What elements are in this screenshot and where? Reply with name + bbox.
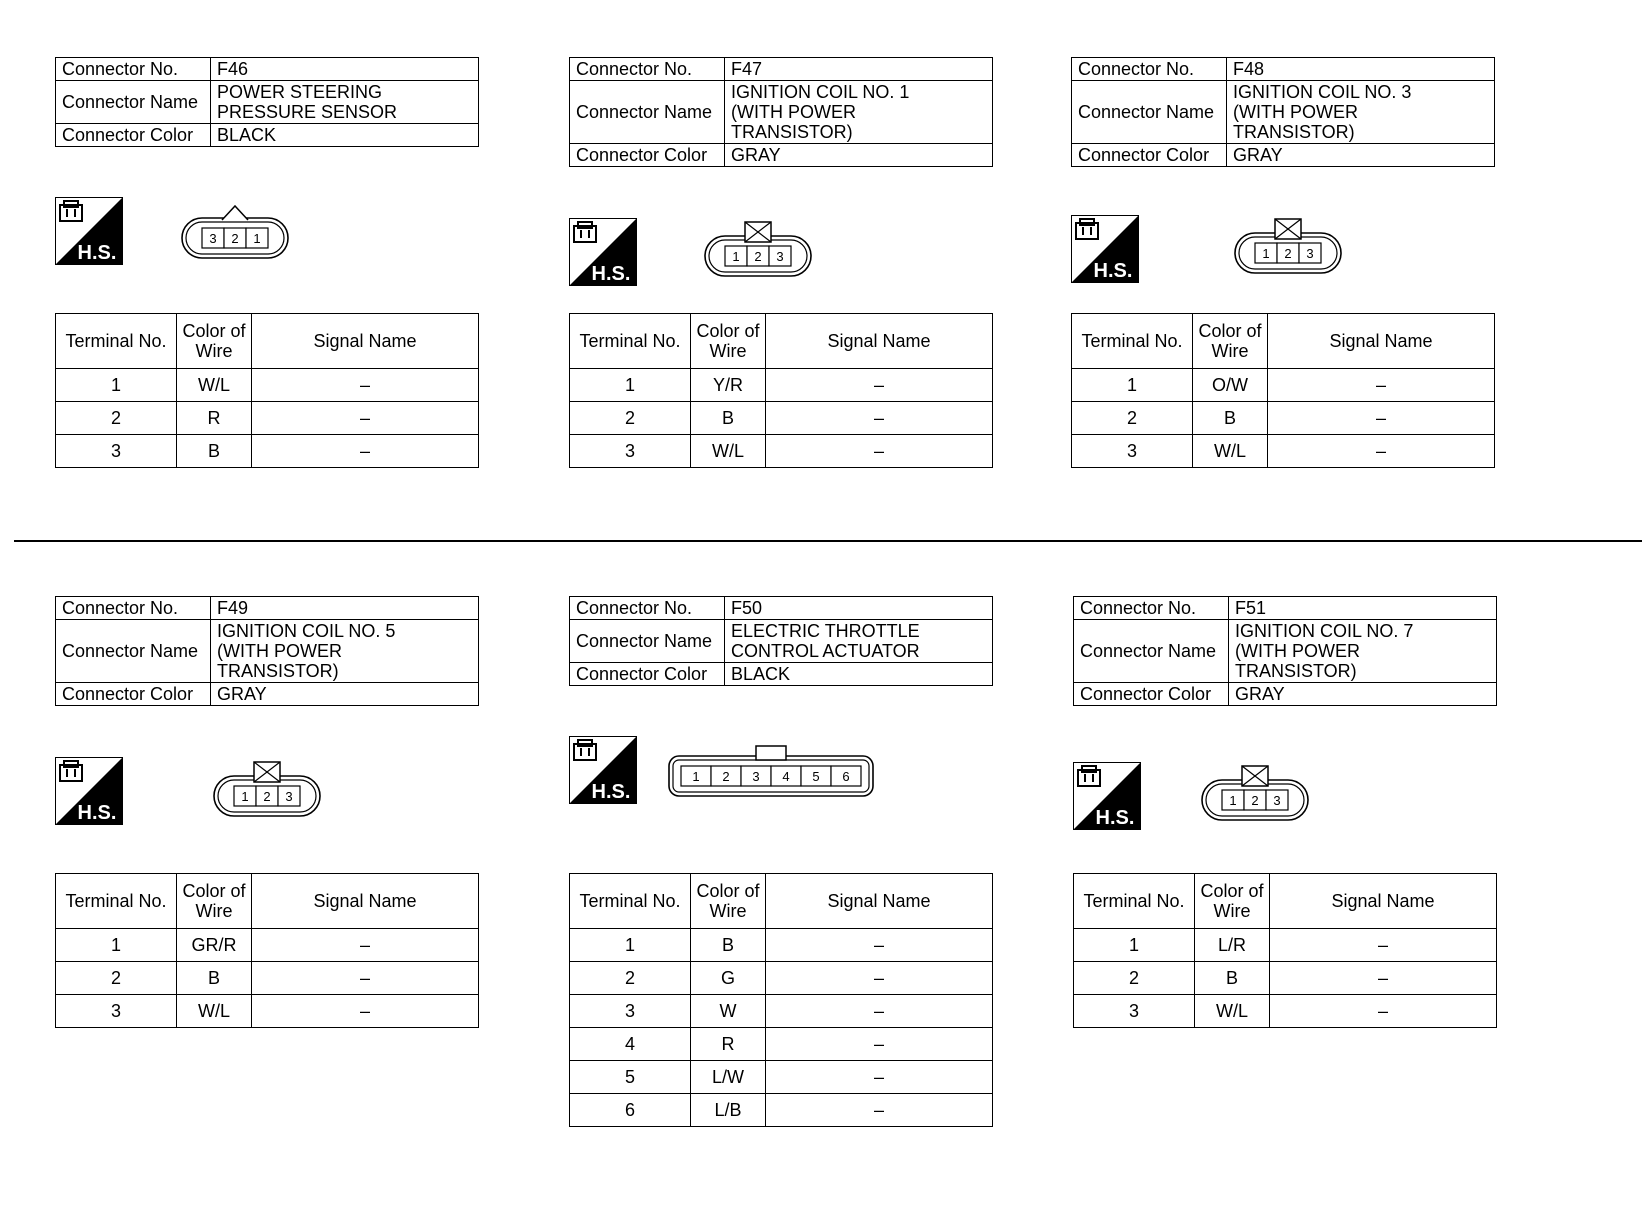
terminal-table — [569, 313, 993, 468]
hs-badge-label: H.S. — [1093, 260, 1133, 282]
signal-name-cell: – — [252, 962, 479, 995]
signal-name-cell: – — [766, 402, 993, 435]
connector-color-row — [570, 144, 993, 167]
signal-name-cell: – — [766, 962, 993, 995]
table-row — [570, 929, 993, 962]
wire-color-header: Color of Wire — [177, 874, 252, 929]
terminal-table — [569, 873, 993, 1127]
connector-number-row — [56, 58, 479, 81]
terminal-no-cell: 1 — [570, 929, 691, 962]
terminal-table — [1071, 313, 1495, 468]
connector-name-value: IGNITION COIL NO. 3 (WITH POWER TRANSISTOR) — [1227, 81, 1495, 144]
connector-info-table — [55, 57, 479, 147]
connector-name-row — [570, 620, 993, 663]
terminal-no-cell: 6 — [570, 1094, 691, 1127]
terminal-no-cell: 2 — [56, 962, 177, 995]
connector-name-row — [56, 620, 479, 683]
terminal-no-cell: 3 — [56, 435, 177, 468]
connector-number-label: Connector No. — [570, 58, 725, 81]
wire-color-cell: R — [177, 402, 252, 435]
connector-name-label: Connector Name — [570, 81, 725, 144]
connector-info-table — [55, 596, 479, 706]
connector-color-value: GRAY — [1229, 683, 1497, 706]
connector-color-row — [570, 663, 993, 686]
terminal-header-row — [56, 314, 479, 369]
terminal-no-header: Terminal No. — [1074, 874, 1195, 929]
connector-pin-number: 1 — [1229, 793, 1237, 808]
harness-side-icon — [569, 218, 637, 286]
wire-color-header: Color of Wire — [691, 874, 766, 929]
connector-pin-number: 3 — [776, 249, 784, 264]
connector-face-diagram — [212, 758, 322, 822]
terminal-no-cell: 3 — [570, 435, 691, 468]
connector-color-label: Connector Color — [1074, 683, 1229, 706]
wire-color-cell: W/L — [1193, 435, 1268, 468]
connector-number-row — [570, 58, 993, 81]
table-row — [570, 995, 993, 1028]
terminal-no-header: Terminal No. — [570, 314, 691, 369]
connector-number-value: F46 — [211, 58, 479, 81]
harness-side-icon — [569, 736, 637, 804]
table-row — [56, 995, 479, 1028]
terminal-no-cell: 2 — [1072, 402, 1193, 435]
connector-name-label: Connector Name — [570, 620, 725, 663]
connector-color-label: Connector Color — [570, 144, 725, 167]
connector-block-f47 — [569, 57, 999, 165]
connector-info-table — [569, 57, 993, 167]
terminal-table — [1073, 873, 1497, 1028]
terminal-no-cell: 5 — [570, 1061, 691, 1094]
connector-block-f49 — [55, 596, 485, 704]
terminal-no-header: Terminal No. — [56, 314, 177, 369]
connector-info-table — [1073, 596, 1497, 706]
wire-color-cell: B — [177, 962, 252, 995]
terminal-table — [55, 313, 479, 468]
table-row — [56, 435, 479, 468]
connector-name-label: Connector Name — [1074, 620, 1229, 683]
connector-number-label: Connector No. — [570, 597, 725, 620]
connector-color-value: BLACK — [725, 663, 993, 686]
terminal-no-cell: 1 — [1074, 929, 1195, 962]
connector-number-value: F47 — [725, 58, 993, 81]
harness-side-icon — [1071, 215, 1139, 283]
table-row — [570, 435, 993, 468]
connector-pin-number: 2 — [231, 231, 239, 246]
connector-face-diagram — [1233, 215, 1343, 279]
terminal-header-row — [570, 314, 993, 369]
connector-pin-number: 3 — [752, 769, 760, 784]
connector-pin-number: 5 — [812, 769, 820, 784]
signal-name-cell: – — [252, 995, 479, 1028]
connector-pin-number: 2 — [754, 249, 762, 264]
terminal-no-cell: 3 — [1074, 995, 1195, 1028]
connector-name-row — [1072, 81, 1495, 144]
hs-badge-label: H.S. — [591, 781, 631, 803]
connector-name-row — [56, 81, 479, 124]
connector-color-label: Connector Color — [570, 663, 725, 686]
connector-number-label: Connector No. — [56, 58, 211, 81]
wire-color-header: Color of Wire — [691, 314, 766, 369]
terminal-no-header: Terminal No. — [1072, 314, 1193, 369]
signal-name-header: Signal Name — [1268, 314, 1495, 369]
connector-pin-number: 1 — [732, 249, 740, 264]
connector-pin-number: 2 — [1251, 793, 1259, 808]
signal-name-header: Signal Name — [252, 314, 479, 369]
terminal-no-cell: 1 — [1072, 369, 1193, 402]
connector-color-label: Connector Color — [56, 683, 211, 706]
connector-block-f50 — [569, 596, 999, 684]
connector-pin-number: 6 — [842, 769, 850, 784]
table-row — [56, 929, 479, 962]
hs-badge-label: H.S. — [77, 802, 117, 824]
signal-name-cell: – — [1270, 995, 1497, 1028]
connector-color-value: BLACK — [211, 124, 479, 147]
connector-color-row — [1072, 144, 1495, 167]
connector-pin-number: 1 — [1262, 246, 1270, 261]
signal-name-header: Signal Name — [252, 874, 479, 929]
table-row — [1074, 995, 1497, 1028]
signal-name-cell: – — [766, 1094, 993, 1127]
hs-badge-label: H.S. — [77, 242, 117, 264]
table-row — [570, 1094, 993, 1127]
signal-name-header: Signal Name — [766, 874, 993, 929]
table-row — [570, 402, 993, 435]
wire-color-cell: W/L — [177, 369, 252, 402]
signal-name-cell: – — [766, 929, 993, 962]
signal-name-cell: – — [766, 1061, 993, 1094]
table-row — [56, 369, 479, 402]
connector-face-diagram — [180, 200, 290, 264]
signal-name-cell: – — [1268, 369, 1495, 402]
connector-pin-number: 3 — [285, 789, 293, 804]
connector-number-row — [56, 597, 479, 620]
terminal-header-row — [1072, 314, 1495, 369]
signal-name-cell: – — [252, 369, 479, 402]
terminal-no-header: Terminal No. — [56, 874, 177, 929]
table-row — [1074, 929, 1497, 962]
terminal-no-cell: 2 — [570, 962, 691, 995]
connector-number-label: Connector No. — [1072, 58, 1227, 81]
terminal-no-cell: 3 — [570, 995, 691, 1028]
connector-color-row — [1074, 683, 1497, 706]
terminal-no-cell: 2 — [56, 402, 177, 435]
connector-block-f48 — [1071, 57, 1501, 165]
hs-badge-label: H.S. — [1095, 807, 1135, 829]
connector-name-row — [570, 81, 993, 144]
table-row — [1072, 435, 1495, 468]
terminal-no-cell: 3 — [56, 995, 177, 1028]
connector-face-diagram — [1200, 762, 1310, 826]
hs-badge-label: H.S. — [591, 263, 631, 285]
connector-number-value: F48 — [1227, 58, 1495, 81]
wire-color-cell: B — [691, 929, 766, 962]
wire-color-cell: W/L — [177, 995, 252, 1028]
signal-name-cell: – — [252, 435, 479, 468]
terminal-no-header: Terminal No. — [570, 874, 691, 929]
terminal-header-row — [570, 874, 993, 929]
connector-pin-number: 1 — [253, 231, 261, 246]
signal-name-cell: – — [252, 929, 479, 962]
connector-color-label: Connector Color — [1072, 144, 1227, 167]
wire-color-header: Color of Wire — [177, 314, 252, 369]
harness-side-icon — [55, 757, 123, 825]
signal-name-cell: – — [1268, 435, 1495, 468]
signal-name-cell: – — [766, 1028, 993, 1061]
terminal-no-cell: 1 — [570, 369, 691, 402]
table-row — [570, 369, 993, 402]
harness-side-icon — [55, 197, 123, 265]
connector-name-label: Connector Name — [56, 620, 211, 683]
connector-name-label: Connector Name — [56, 81, 211, 124]
connector-pin-number: 2 — [1284, 246, 1292, 261]
connector-block-f51 — [1073, 596, 1503, 704]
connector-name-row — [1074, 620, 1497, 683]
wire-color-cell: B — [177, 435, 252, 468]
terminal-no-cell: 1 — [56, 929, 177, 962]
table-row — [570, 1028, 993, 1061]
wire-color-cell: GR/R — [177, 929, 252, 962]
connector-pin-number: 2 — [263, 789, 271, 804]
connector-number-value: F49 — [211, 597, 479, 620]
signal-name-cell: – — [252, 402, 479, 435]
connector-pin-number: 4 — [782, 769, 790, 784]
wire-color-cell: W — [691, 995, 766, 1028]
terminal-header-row — [56, 874, 479, 929]
connector-color-label: Connector Color — [56, 124, 211, 147]
connector-pin-number: 2 — [722, 769, 730, 784]
wire-color-cell: B — [1193, 402, 1268, 435]
connector-face-diagram — [667, 738, 875, 802]
connector-number-label: Connector No. — [1074, 597, 1229, 620]
connector-info-table — [569, 596, 993, 686]
connector-number-label: Connector No. — [56, 597, 211, 620]
terminal-no-cell: 2 — [1074, 962, 1195, 995]
connector-number-row — [570, 597, 993, 620]
connector-name-value: ELECTRIC THROTTLE CONTROL ACTUATOR — [725, 620, 993, 663]
table-row — [1074, 962, 1497, 995]
wire-color-cell: L/B — [691, 1094, 766, 1127]
table-row — [56, 402, 479, 435]
harness-side-icon — [1073, 762, 1141, 830]
signal-name-cell: – — [1268, 402, 1495, 435]
connector-number-value: F51 — [1229, 597, 1497, 620]
signal-name-cell: – — [766, 995, 993, 1028]
connector-color-row — [56, 124, 479, 147]
signal-name-header: Signal Name — [766, 314, 993, 369]
signal-name-cell: – — [1270, 962, 1497, 995]
connector-name-label: Connector Name — [1072, 81, 1227, 144]
connector-block-f46 — [55, 57, 485, 145]
connector-pin-number: 3 — [209, 231, 217, 246]
connector-color-value: GRAY — [211, 683, 479, 706]
section-divider — [14, 540, 1642, 542]
wire-color-cell: L/W — [691, 1061, 766, 1094]
connector-info-table — [1071, 57, 1495, 167]
wire-color-cell: B — [1195, 962, 1270, 995]
connector-number-row — [1074, 597, 1497, 620]
terminal-no-cell: 4 — [570, 1028, 691, 1061]
connector-name-value: IGNITION COIL NO. 1 (WITH POWER TRANSISTOR) — [725, 81, 993, 144]
connector-pin-number: 1 — [241, 789, 249, 804]
terminal-table — [55, 873, 479, 1028]
connector-color-row — [56, 683, 479, 706]
terminal-no-cell: 2 — [570, 402, 691, 435]
terminal-header-row — [1074, 874, 1497, 929]
table-row — [1072, 369, 1495, 402]
table-row — [1072, 402, 1495, 435]
connector-pin-number: 3 — [1306, 246, 1314, 261]
wire-color-header: Color of Wire — [1193, 314, 1268, 369]
connector-face-diagram — [703, 218, 813, 282]
connector-name-value: POWER STEERING PRESSURE SENSOR — [211, 81, 479, 124]
table-row — [56, 962, 479, 995]
connector-color-value: GRAY — [725, 144, 993, 167]
wire-color-cell: W/L — [1195, 995, 1270, 1028]
connector-name-value: IGNITION COIL NO. 5 (WITH POWER TRANSISTOR) — [211, 620, 479, 683]
wire-color-cell: G — [691, 962, 766, 995]
connector-color-value: GRAY — [1227, 144, 1495, 167]
connector-pin-number: 1 — [692, 769, 700, 784]
signal-name-header: Signal Name — [1270, 874, 1497, 929]
wire-color-cell: R — [691, 1028, 766, 1061]
table-row — [570, 962, 993, 995]
wire-color-cell: L/R — [1195, 929, 1270, 962]
signal-name-cell: – — [766, 369, 993, 402]
connector-name-value: IGNITION COIL NO. 7 (WITH POWER TRANSISTOR) — [1229, 620, 1497, 683]
signal-name-cell: – — [766, 435, 993, 468]
connector-pin-number: 3 — [1273, 793, 1281, 808]
connector-number-value: F50 — [725, 597, 993, 620]
wire-color-cell: O/W — [1193, 369, 1268, 402]
wire-color-cell: Y/R — [691, 369, 766, 402]
terminal-no-cell: 3 — [1072, 435, 1193, 468]
wire-color-header: Color of Wire — [1195, 874, 1270, 929]
wire-color-cell: W/L — [691, 435, 766, 468]
terminal-no-cell: 1 — [56, 369, 177, 402]
wire-color-cell: B — [691, 402, 766, 435]
table-row — [570, 1061, 993, 1094]
connector-number-row — [1072, 58, 1495, 81]
signal-name-cell: – — [1270, 929, 1497, 962]
